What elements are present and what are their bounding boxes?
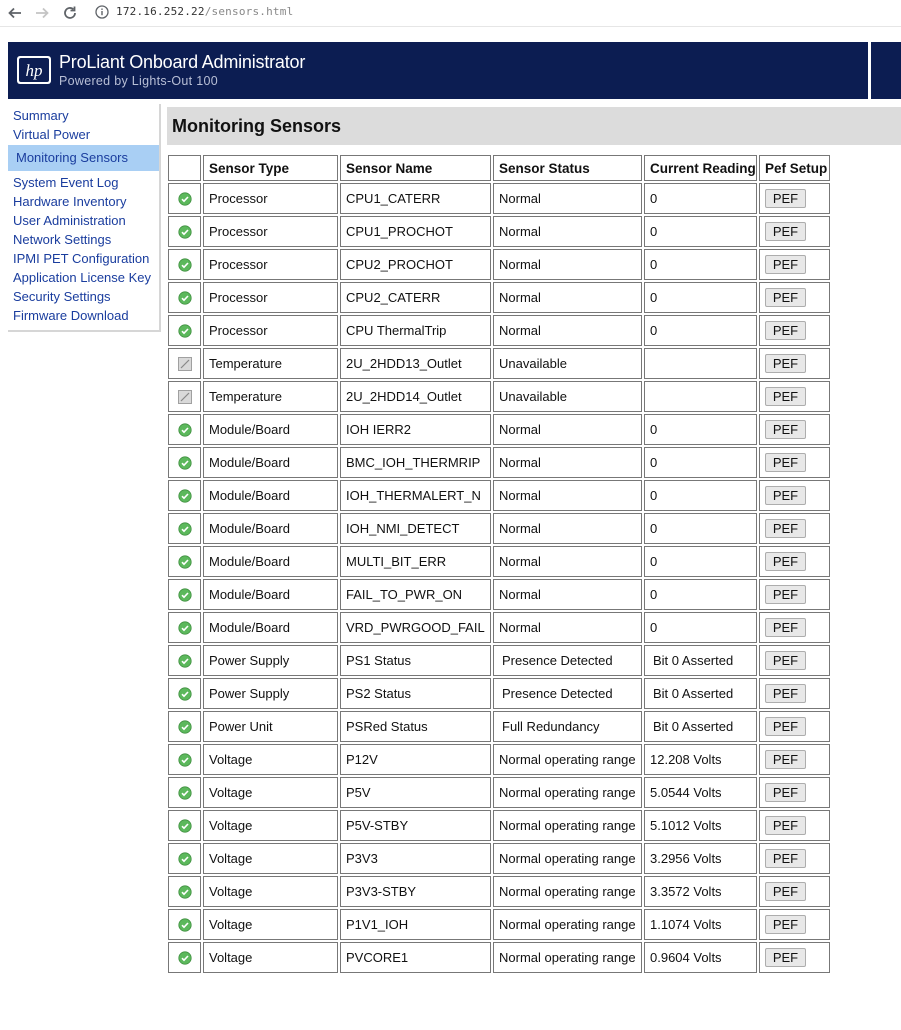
pef-setup-cell bbox=[759, 843, 830, 874]
sensor-name-cell: CPU1_PROCHOT bbox=[340, 216, 491, 247]
status-ok-icon bbox=[178, 720, 192, 734]
sensor-type-cell: Temperature bbox=[203, 381, 338, 412]
table-header-row bbox=[168, 155, 830, 181]
sensor-name-cell: P12V bbox=[340, 744, 491, 775]
current-reading-cell: 12.208 Volts bbox=[644, 744, 757, 775]
sensor-status-cell: Normal bbox=[493, 579, 642, 610]
sensor-type-cell: Processor bbox=[203, 216, 338, 247]
sensor-type-cell: Voltage bbox=[203, 843, 338, 874]
sidebar-item-firmware-download[interactable]: Firmware Download bbox=[13, 308, 129, 323]
table-row bbox=[168, 282, 830, 313]
pef-setup-cell bbox=[759, 282, 830, 313]
sidebar-item-monitoring-sensors[interactable]: Monitoring Sensors bbox=[8, 145, 159, 171]
sensor-status-cell: Normal bbox=[493, 513, 642, 544]
pef-setup-cell bbox=[759, 414, 830, 445]
pef-button[interactable]: PEF bbox=[765, 453, 806, 472]
sensor-name-cell: P1V1_IOH bbox=[340, 909, 491, 940]
sensor-name-cell: MULTI_BIT_ERR bbox=[340, 546, 491, 577]
pef-button[interactable]: PEF bbox=[765, 321, 806, 340]
pef-button[interactable]: PEF bbox=[765, 750, 806, 769]
status-ok-icon bbox=[178, 489, 192, 503]
sensor-status-cell: Presence Detected bbox=[493, 645, 642, 676]
sensor-name-cell: PS2 Status bbox=[340, 678, 491, 709]
status-icon-cell bbox=[168, 513, 201, 544]
table-row bbox=[168, 777, 830, 808]
sensor-name-cell: CPU ThermalTrip bbox=[340, 315, 491, 346]
pef-button[interactable]: PEF bbox=[765, 849, 806, 868]
sensor-type-cell: Voltage bbox=[203, 909, 338, 940]
status-icon-cell bbox=[168, 315, 201, 346]
header-icon-col bbox=[168, 155, 201, 181]
sensor-status-cell: Normal bbox=[493, 414, 642, 445]
sensor-status-cell: Normal bbox=[493, 282, 642, 313]
table-row bbox=[168, 876, 830, 907]
status-icon-cell bbox=[168, 876, 201, 907]
status-ok-icon bbox=[178, 291, 192, 305]
sensor-type-cell: Power Supply bbox=[203, 645, 338, 676]
sensor-type-cell: Module/Board bbox=[203, 414, 338, 445]
status-ok-icon bbox=[178, 324, 192, 338]
sidebar-item-application-license-key[interactable]: Application License Key bbox=[13, 270, 152, 285]
sensor-name-cell: P3V3-STBY bbox=[340, 876, 491, 907]
sensor-name-cell: PS1 Status bbox=[340, 645, 491, 676]
sensor-name-cell: P5V-STBY bbox=[340, 810, 491, 841]
status-icon-cell bbox=[168, 711, 201, 742]
table-row bbox=[168, 843, 830, 874]
status-ok-icon bbox=[178, 555, 192, 569]
status-ok-icon bbox=[178, 423, 192, 437]
sensor-status-cell: Normal operating range bbox=[493, 843, 642, 874]
current-reading-cell: Bit 0 Asserted bbox=[644, 645, 757, 676]
pef-setup-cell bbox=[759, 612, 830, 643]
sensor-name-cell: CPU2_CATERR bbox=[340, 282, 491, 313]
hp-logo-text: hp bbox=[25, 61, 43, 80]
pef-button[interactable]: PEF bbox=[765, 882, 806, 901]
current-reading-cell: 5.0544 Volts bbox=[644, 777, 757, 808]
status-icon-cell bbox=[168, 414, 201, 445]
table-row bbox=[168, 447, 830, 478]
sensor-name-cell: CPU2_PROCHOT bbox=[340, 249, 491, 280]
sensor-status-cell: Presence Detected bbox=[493, 678, 642, 709]
status-ok-icon bbox=[178, 654, 192, 668]
status-ok-icon bbox=[178, 522, 192, 536]
sensor-status-cell: Full Redundancy bbox=[493, 711, 642, 742]
sensor-type-cell: Processor bbox=[203, 183, 338, 214]
pef-button[interactable]: PEF bbox=[765, 222, 806, 241]
pef-button[interactable]: PEF bbox=[765, 552, 806, 571]
table-row bbox=[168, 909, 830, 940]
sensor-type-cell: Module/Board bbox=[203, 513, 338, 544]
sensor-status-cell: Normal operating range bbox=[493, 744, 642, 775]
sensor-type-cell: Power Supply bbox=[203, 678, 338, 709]
sensor-status-cell: Normal operating range bbox=[493, 777, 642, 808]
sensor-status-cell: Normal operating range bbox=[493, 876, 642, 907]
sensor-type-cell: Voltage bbox=[203, 942, 338, 973]
table-row bbox=[168, 348, 830, 379]
pef-setup-cell bbox=[759, 711, 830, 742]
table-row bbox=[168, 579, 830, 610]
page-title: Monitoring Sensors bbox=[172, 116, 342, 136]
pef-setup-cell bbox=[759, 678, 830, 709]
sidebar-item-security-settings[interactable]: Security Settings bbox=[13, 289, 111, 304]
current-reading-cell: 0 bbox=[644, 183, 757, 214]
info-icon[interactable] bbox=[95, 5, 109, 19]
pef-setup-cell bbox=[759, 744, 830, 775]
header-sensor-status: Sensor Status bbox=[493, 155, 642, 181]
table-row bbox=[168, 480, 830, 511]
sensor-status-cell: Normal bbox=[493, 249, 642, 280]
url-path: /sensors.html bbox=[204, 5, 294, 18]
sensor-status-cell: Normal bbox=[493, 447, 642, 478]
status-unavailable-icon bbox=[178, 357, 192, 371]
status-ok-icon bbox=[178, 885, 192, 899]
current-reading-cell: 0 bbox=[644, 546, 757, 577]
table-row bbox=[168, 810, 830, 841]
sensor-type-cell: Voltage bbox=[203, 876, 338, 907]
sensor-type-cell: Voltage bbox=[203, 810, 338, 841]
sensors-table-body bbox=[168, 183, 830, 973]
reload-icon bbox=[62, 5, 78, 21]
sensor-status-cell: Unavailable bbox=[493, 348, 642, 379]
status-ok-icon bbox=[178, 258, 192, 272]
status-icon-cell bbox=[168, 249, 201, 280]
pef-button[interactable]: PEF bbox=[765, 816, 806, 835]
sensor-name-cell: FAIL_TO_PWR_ON bbox=[340, 579, 491, 610]
sensor-status-cell: Normal bbox=[493, 480, 642, 511]
table-row bbox=[168, 678, 830, 709]
sensor-type-cell: Module/Board bbox=[203, 480, 338, 511]
pef-button[interactable]: PEF bbox=[765, 585, 806, 604]
back-arrow-icon bbox=[7, 5, 23, 21]
pef-setup-cell bbox=[759, 249, 830, 280]
sensor-name-cell: IOH_NMI_DETECT bbox=[340, 513, 491, 544]
current-reading-cell: 0 bbox=[644, 249, 757, 280]
sensors-table bbox=[166, 153, 832, 975]
status-icon-cell bbox=[168, 183, 201, 214]
sensor-type-cell: Processor bbox=[203, 282, 338, 313]
current-reading-cell bbox=[644, 381, 757, 412]
sensor-type-cell: Processor bbox=[203, 315, 338, 346]
status-ok-icon bbox=[178, 456, 192, 470]
sensor-name-cell: P3V3 bbox=[340, 843, 491, 874]
sensor-type-cell: Module/Board bbox=[203, 447, 338, 478]
sensor-name-cell: P5V bbox=[340, 777, 491, 808]
sidebar-item-summary[interactable]: Summary bbox=[13, 108, 69, 123]
status-icon-cell bbox=[168, 546, 201, 577]
sensor-type-cell: Processor bbox=[203, 249, 338, 280]
sensor-status-cell: Normal bbox=[493, 216, 642, 247]
pef-button[interactable]: PEF bbox=[765, 354, 806, 373]
status-icon-cell bbox=[168, 810, 201, 841]
sensor-name-cell: VRD_PWRGOOD_FAIL bbox=[340, 612, 491, 643]
current-reading-cell: Bit 0 Asserted bbox=[644, 711, 757, 742]
pef-button[interactable]: PEF bbox=[765, 387, 806, 406]
current-reading-cell: 0 bbox=[644, 414, 757, 445]
sidebar-item-hardware-inventory[interactable]: Hardware Inventory bbox=[13, 194, 127, 209]
status-icon-cell bbox=[168, 612, 201, 643]
table-row bbox=[168, 216, 830, 247]
header-pef-setup: Pef Setup bbox=[759, 155, 830, 181]
pef-setup-cell bbox=[759, 480, 830, 511]
table-row bbox=[168, 711, 830, 742]
sidebar-item-ipmi-pet-configuration[interactable]: IPMI PET Configuration bbox=[13, 251, 150, 266]
header-current-reading: Current Reading bbox=[644, 155, 757, 181]
pef-button[interactable]: PEF bbox=[765, 618, 806, 637]
current-reading-cell: 0 bbox=[644, 447, 757, 478]
sidebar-nav bbox=[8, 104, 161, 332]
hp-logo bbox=[17, 56, 51, 84]
table-row bbox=[168, 645, 830, 676]
pef-setup-cell bbox=[759, 348, 830, 379]
sensor-type-cell: Module/Board bbox=[203, 546, 338, 577]
status-ok-icon bbox=[178, 225, 192, 239]
address-bar[interactable] bbox=[116, 5, 293, 18]
table-row bbox=[168, 942, 830, 973]
sidebar-item-network-settings[interactable]: Network Settings bbox=[13, 232, 112, 247]
current-reading-cell: 0 bbox=[644, 612, 757, 643]
pef-button[interactable]: PEF bbox=[765, 651, 806, 670]
status-icon-cell bbox=[168, 447, 201, 478]
status-icon-cell bbox=[168, 744, 201, 775]
status-ok-icon bbox=[178, 786, 192, 800]
pef-button[interactable]: PEF bbox=[765, 783, 806, 802]
pef-setup-cell bbox=[759, 579, 830, 610]
page-title-bar bbox=[167, 107, 901, 145]
pef-setup-cell bbox=[759, 645, 830, 676]
current-reading-cell: 0.9604 Volts bbox=[644, 942, 757, 973]
sensor-type-cell: Module/Board bbox=[203, 612, 338, 643]
status-ok-icon bbox=[178, 819, 192, 833]
sidebar-item-virtual-power[interactable]: Virtual Power bbox=[13, 127, 91, 142]
current-reading-cell: 0 bbox=[644, 579, 757, 610]
status-icon-cell bbox=[168, 909, 201, 940]
back-button[interactable] bbox=[4, 0, 26, 26]
pef-setup-cell bbox=[759, 381, 830, 412]
url-host: 172.16.252.22 bbox=[116, 5, 205, 18]
current-reading-cell: 0 bbox=[644, 315, 757, 346]
sensor-type-cell: Module/Board bbox=[203, 579, 338, 610]
current-reading-cell: 0 bbox=[644, 216, 757, 247]
header-banner bbox=[8, 42, 868, 99]
status-icon-cell bbox=[168, 645, 201, 676]
current-reading-cell: 1.1074 Volts bbox=[644, 909, 757, 940]
pef-setup-cell bbox=[759, 447, 830, 478]
sensor-name-cell: BMC_IOH_THERMRIP bbox=[340, 447, 491, 478]
status-icon-cell bbox=[168, 381, 201, 412]
pef-setup-cell bbox=[759, 909, 830, 940]
browser-toolbar bbox=[0, 0, 901, 27]
pef-button[interactable]: PEF bbox=[765, 189, 806, 208]
forward-arrow-icon bbox=[34, 5, 50, 21]
sensor-status-cell: Normal bbox=[493, 612, 642, 643]
current-reading-cell: 0 bbox=[644, 282, 757, 313]
table-row bbox=[168, 315, 830, 346]
current-reading-cell: 5.1012 Volts bbox=[644, 810, 757, 841]
status-icon-cell bbox=[168, 843, 201, 874]
status-ok-icon bbox=[178, 753, 192, 767]
status-icon-cell bbox=[168, 282, 201, 313]
pef-setup-cell bbox=[759, 810, 830, 841]
sensor-name-cell: PSRed Status bbox=[340, 711, 491, 742]
pef-button[interactable]: PEF bbox=[765, 255, 806, 274]
current-reading-cell: Bit 0 Asserted bbox=[644, 678, 757, 709]
table-row bbox=[168, 183, 830, 214]
status-ok-icon bbox=[178, 192, 192, 206]
sensor-name-cell: IOH_THERMALERT_N bbox=[340, 480, 491, 511]
header-sensor-type: Sensor Type bbox=[203, 155, 338, 181]
sensor-status-cell: Normal bbox=[493, 183, 642, 214]
sensor-name-cell: 2U_2HDD14_Outlet bbox=[340, 381, 491, 412]
table-row bbox=[168, 249, 830, 280]
sensor-status-cell: Normal operating range bbox=[493, 909, 642, 940]
table-row bbox=[168, 381, 830, 412]
pef-button[interactable]: PEF bbox=[765, 420, 806, 439]
status-icon-cell bbox=[168, 480, 201, 511]
table-row bbox=[168, 513, 830, 544]
status-ok-icon bbox=[178, 588, 192, 602]
status-ok-icon bbox=[178, 852, 192, 866]
pef-setup-cell bbox=[759, 513, 830, 544]
sidebar-item-user-administration[interactable]: User Administration bbox=[13, 213, 126, 228]
sensor-type-cell: Voltage bbox=[203, 777, 338, 808]
status-icon-cell bbox=[168, 216, 201, 247]
pef-setup-cell bbox=[759, 315, 830, 346]
pef-setup-cell bbox=[759, 183, 830, 214]
status-unavailable-icon bbox=[178, 390, 192, 404]
sensor-name-cell: CPU1_CATERR bbox=[340, 183, 491, 214]
sensor-name-cell: IOH IERR2 bbox=[340, 414, 491, 445]
pef-button[interactable]: PEF bbox=[765, 948, 806, 967]
status-ok-icon bbox=[178, 918, 192, 932]
app-title: ProLiant Onboard Administrator bbox=[59, 52, 306, 72]
pef-button[interactable]: PEF bbox=[765, 486, 806, 505]
sensor-name-cell: PVCORE1 bbox=[340, 942, 491, 973]
current-reading-cell: 0 bbox=[644, 513, 757, 544]
status-icon-cell bbox=[168, 579, 201, 610]
sensor-name-cell: 2U_2HDD13_Outlet bbox=[340, 348, 491, 379]
pef-button[interactable]: PEF bbox=[765, 519, 806, 538]
banner-extension bbox=[871, 42, 901, 99]
pef-button[interactable]: PEF bbox=[765, 288, 806, 307]
status-ok-icon bbox=[178, 951, 192, 965]
app-subtitle: Powered by Lights-Out 100 bbox=[59, 74, 218, 88]
reload-button[interactable] bbox=[59, 0, 81, 26]
pef-setup-cell bbox=[759, 216, 830, 247]
sensor-type-cell: Power Unit bbox=[203, 711, 338, 742]
sensor-type-cell: Temperature bbox=[203, 348, 338, 379]
pef-setup-cell bbox=[759, 777, 830, 808]
sensor-status-cell: Normal operating range bbox=[493, 942, 642, 973]
table-row bbox=[168, 414, 830, 445]
sidebar-item-system-event-log[interactable]: System Event Log bbox=[13, 175, 119, 190]
table-row bbox=[168, 744, 830, 775]
header-sensor-name: Sensor Name bbox=[340, 155, 491, 181]
status-icon-cell bbox=[168, 942, 201, 973]
pef-setup-cell bbox=[759, 876, 830, 907]
current-reading-cell: 3.3572 Volts bbox=[644, 876, 757, 907]
status-ok-icon bbox=[178, 621, 192, 635]
current-reading-cell: 3.2956 Volts bbox=[644, 843, 757, 874]
sensor-status-cell: Normal bbox=[493, 546, 642, 577]
sensor-status-cell: Normal operating range bbox=[493, 810, 642, 841]
pef-button[interactable]: PEF bbox=[765, 915, 806, 934]
status-icon-cell bbox=[168, 777, 201, 808]
table-row bbox=[168, 546, 830, 577]
status-icon-cell bbox=[168, 348, 201, 379]
forward-button[interactable] bbox=[31, 0, 53, 26]
status-icon-cell bbox=[168, 678, 201, 709]
pef-button[interactable]: PEF bbox=[765, 717, 806, 736]
pef-setup-cell bbox=[759, 942, 830, 973]
sensor-status-cell: Unavailable bbox=[493, 381, 642, 412]
pef-setup-cell bbox=[759, 546, 830, 577]
sensor-type-cell: Voltage bbox=[203, 744, 338, 775]
table-row bbox=[168, 612, 830, 643]
current-reading-cell bbox=[644, 348, 757, 379]
sensor-status-cell: Normal bbox=[493, 315, 642, 346]
current-reading-cell: 0 bbox=[644, 480, 757, 511]
status-ok-icon bbox=[178, 687, 192, 701]
pef-button[interactable]: PEF bbox=[765, 684, 806, 703]
